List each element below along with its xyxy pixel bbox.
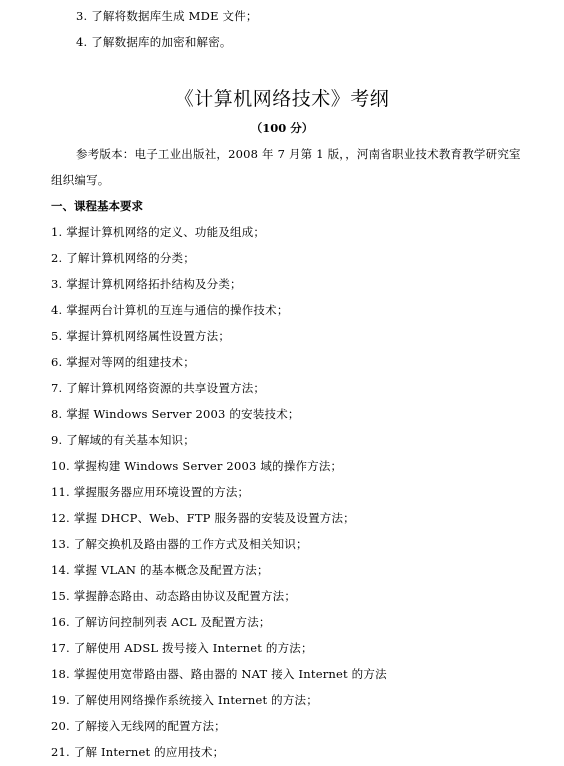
prev-list-item-3: 3. 了解将数据库生成 MDE 文件；	[76, 9, 258, 23]
score-label: （100 分）	[250, 121, 314, 135]
list-item: 15. 掌握静态路由、动态路由协议及配置方法；	[51, 589, 297, 603]
list-item: 17. 了解使用 ADSL 拨号接入 Internet 的方法；	[51, 641, 313, 655]
list-item: 5. 掌握计算机网络属性设置方法；	[51, 329, 231, 343]
list-item: 7. 了解计算机网络资源的共享设置方法；	[51, 381, 266, 395]
reference-text-line-2: 组织编写。	[51, 173, 110, 187]
prev-list-item-4: 4. 了解数据库的加密和解密。	[76, 35, 232, 49]
list-item: 13. 了解交换机及路由器的工作方式及相关知识；	[51, 537, 308, 551]
reference-text-line-1: 参考版本：电子工业出版社，2008 年 7 月第 1 版，，河南省职业技术教育教学研究室	[76, 147, 521, 161]
list-item: 16. 了解访问控制列表 ACL 及配置方法；	[51, 615, 271, 629]
list-item: 3. 掌握计算机网络拓扑结构及分类；	[51, 277, 242, 291]
list-item: 19. 了解使用网络操作系统接入 Internet 的方法；	[51, 693, 318, 707]
list-item: 14. 掌握 VLAN 的基本概念及配置方法；	[51, 563, 269, 577]
document-title: 《计算机网络技术》考纲	[174, 88, 390, 110]
list-item: 9. 了解域的有关基本知识；	[51, 433, 195, 447]
list-item: 12. 掌握 DHCP、Web、FTP 服务器的安装及设置方法；	[51, 511, 355, 525]
list-item: 6. 掌握对等网的组建技术；	[51, 355, 195, 369]
list-item: 2. 了解计算机网络的分类；	[51, 251, 195, 265]
list-item: 18. 掌握使用宽带路由器、路由器的 NAT 接入 Internet 的方法	[51, 667, 387, 681]
list-item: 20. 了解接入无线网的配置方法；	[51, 719, 226, 733]
list-item: 10. 掌握构建 Windows Server 2003 域的操作方法；	[51, 459, 343, 473]
list-item: 8. 掌握 Windows Server 2003 的安装技术；	[51, 407, 300, 421]
list-item: 11. 掌握服务器应用环境设置的方法；	[51, 485, 250, 499]
list-item: 1. 掌握计算机网络的定义、功能及组成；	[51, 225, 266, 239]
list-item: 4. 掌握两台计算机的互连与通信的操作技术；	[51, 303, 289, 317]
list-item: 21. 了解 Internet 的应用技术；	[51, 745, 225, 759]
section-heading: 一、课程基本要求	[51, 199, 143, 213]
